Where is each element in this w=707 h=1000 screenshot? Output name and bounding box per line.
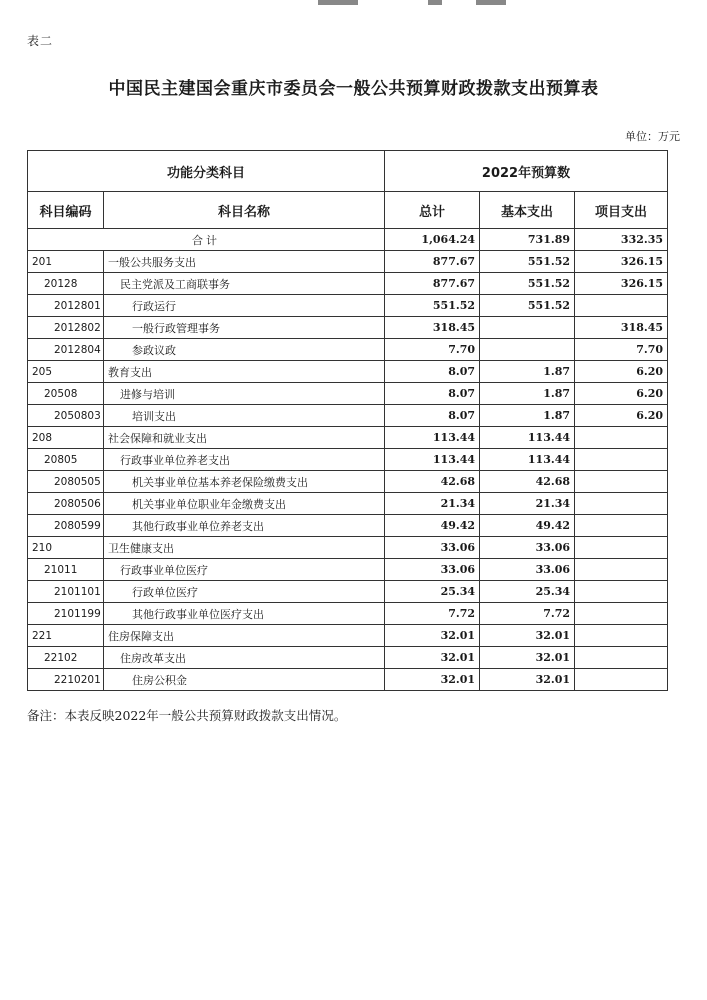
- row-total: 8.07: [385, 383, 480, 405]
- table-row: [28, 383, 668, 405]
- row-project: [575, 471, 668, 493]
- row-name: 社会保障和就业支出: [104, 427, 385, 449]
- row-project: 6.20: [575, 383, 668, 405]
- row-basic: 32.01: [480, 625, 575, 647]
- row-project: [575, 647, 668, 669]
- header-row-1: [28, 151, 668, 192]
- row-name: 参政议政: [104, 339, 385, 361]
- row-code: 2050803: [28, 405, 104, 427]
- row-name: 一般公共服务支出: [104, 251, 385, 273]
- row-project: 6.20: [575, 361, 668, 383]
- row-project: [575, 449, 668, 471]
- row-project: [575, 559, 668, 581]
- row-basic: 551.52: [480, 295, 575, 317]
- row-basic: 42.68: [480, 471, 575, 493]
- row-code: 21011: [28, 559, 104, 581]
- row-project: [575, 515, 668, 537]
- table-row: [28, 317, 668, 339]
- row-basic: 1.87: [480, 361, 575, 383]
- table-row: [28, 295, 668, 317]
- row-total: 8.07: [385, 361, 480, 383]
- row-basic: 32.01: [480, 647, 575, 669]
- row-total: 7.70: [385, 339, 480, 361]
- row-code: 20128: [28, 273, 104, 295]
- total-project: 332.35: [575, 229, 668, 251]
- row-name: 机关事业单位基本养老保险缴费支出: [104, 471, 385, 493]
- total-label: 合计: [28, 229, 385, 251]
- row-basic: 21.34: [480, 493, 575, 515]
- row-basic: 551.52: [480, 273, 575, 295]
- row-total: 551.52: [385, 295, 480, 317]
- row-code: 2080506: [28, 493, 104, 515]
- row-name: 住房公积金: [104, 669, 385, 691]
- row-code: 2080599: [28, 515, 104, 537]
- row-basic: 113.44: [480, 449, 575, 471]
- table-row: [28, 361, 668, 383]
- row-code: 2012801: [28, 295, 104, 317]
- row-project: [575, 669, 668, 691]
- table-row: [28, 427, 668, 449]
- row-basic: 32.01: [480, 669, 575, 691]
- row-code: 2101199: [28, 603, 104, 625]
- row-basic: 1.87: [480, 405, 575, 427]
- row-code: 2101101: [28, 581, 104, 603]
- row-project: [575, 581, 668, 603]
- row-code: 20508: [28, 383, 104, 405]
- row-basic: 33.06: [480, 559, 575, 581]
- row-project: 326.15: [575, 251, 668, 273]
- row-basic: 49.42: [480, 515, 575, 537]
- row-name: 行政事业单位医疗: [104, 559, 385, 581]
- row-total: 49.42: [385, 515, 480, 537]
- row-project: 326.15: [575, 273, 668, 295]
- row-name: 进修与培训: [104, 383, 385, 405]
- row-name: 住房保障支出: [104, 625, 385, 647]
- header-basic: 基本支出: [480, 192, 575, 229]
- total-row: [28, 229, 668, 251]
- row-code: 2012802: [28, 317, 104, 339]
- row-name: 其他行政事业单位医疗支出: [104, 603, 385, 625]
- table-row: [28, 625, 668, 647]
- row-project: [575, 603, 668, 625]
- table-label: 表二: [27, 34, 54, 48]
- table-row: [28, 581, 668, 603]
- scan-mark: [428, 0, 442, 5]
- row-project: [575, 493, 668, 515]
- header-category: 功能分类科目: [28, 151, 385, 192]
- row-code: 2210201: [28, 669, 104, 691]
- row-name: 住房改革支出: [104, 647, 385, 669]
- row-name: 行政单位医疗: [104, 581, 385, 603]
- row-code: 210: [28, 537, 104, 559]
- row-code: 2012804: [28, 339, 104, 361]
- row-name: 机关事业单位职业年金缴费支出: [104, 493, 385, 515]
- table-row: [28, 515, 668, 537]
- row-total: 33.06: [385, 559, 480, 581]
- total-basic: 731.89: [480, 229, 575, 251]
- row-code: 221: [28, 625, 104, 647]
- table-row: [28, 339, 668, 361]
- table-row: [28, 647, 668, 669]
- row-project: 7.70: [575, 339, 668, 361]
- row-total: 7.72: [385, 603, 480, 625]
- row-name: 培训支出: [104, 405, 385, 427]
- row-name: 其他行政事业单位养老支出: [104, 515, 385, 537]
- unit-note: 单位：万元: [625, 130, 680, 143]
- row-basic: 7.72: [480, 603, 575, 625]
- budget-table: [27, 150, 668, 691]
- row-basic: [480, 317, 575, 339]
- row-total: 21.34: [385, 493, 480, 515]
- header-budget: 2022年预算数: [385, 151, 668, 192]
- table-row: [28, 603, 668, 625]
- row-basic: 551.52: [480, 251, 575, 273]
- row-code: 22102: [28, 647, 104, 669]
- row-name: 卫生健康支出: [104, 537, 385, 559]
- table-row: [28, 559, 668, 581]
- table-row: [28, 251, 668, 273]
- row-total: 25.34: [385, 581, 480, 603]
- row-total: 113.44: [385, 427, 480, 449]
- row-total: 33.06: [385, 537, 480, 559]
- total-value: 1,064.24: [385, 229, 480, 251]
- scan-mark: [318, 0, 358, 5]
- table-row: [28, 449, 668, 471]
- row-code: 201: [28, 251, 104, 273]
- row-total: 318.45: [385, 317, 480, 339]
- table-row: [28, 273, 668, 295]
- row-basic: 33.06: [480, 537, 575, 559]
- row-basic: 113.44: [480, 427, 575, 449]
- row-total: 8.07: [385, 405, 480, 427]
- row-name: 行政事业单位养老支出: [104, 449, 385, 471]
- row-project: 6.20: [575, 405, 668, 427]
- header-name: 科目名称: [104, 192, 385, 229]
- row-name: 一般行政管理事务: [104, 317, 385, 339]
- row-project: [575, 537, 668, 559]
- row-total: 42.68: [385, 471, 480, 493]
- table-row: [28, 405, 668, 427]
- row-basic: [480, 339, 575, 361]
- row-code: 20805: [28, 449, 104, 471]
- row-code: 2080505: [28, 471, 104, 493]
- row-name: 民主党派及工商联事务: [104, 273, 385, 295]
- row-name: 教育支出: [104, 361, 385, 383]
- row-basic: 1.87: [480, 383, 575, 405]
- table-row: [28, 471, 668, 493]
- table-row: [28, 669, 668, 691]
- row-total: 32.01: [385, 669, 480, 691]
- row-total: 32.01: [385, 647, 480, 669]
- row-total: 877.67: [385, 273, 480, 295]
- header-total: 总计: [385, 192, 480, 229]
- header-code: 科目编码: [28, 192, 104, 229]
- row-total: 32.01: [385, 625, 480, 647]
- header-row-2: [28, 192, 668, 229]
- page-title: 中国民主建国会重庆市委员会一般公共预算财政拨款支出预算表: [108, 79, 599, 99]
- footnote: 备注：本表反映2022年一般公共预算财政拨款支出情况。: [27, 708, 347, 723]
- table-row: [28, 493, 668, 515]
- row-code: 205: [28, 361, 104, 383]
- row-name: 行政运行: [104, 295, 385, 317]
- table-row: [28, 537, 668, 559]
- row-total: 113.44: [385, 449, 480, 471]
- row-project: 318.45: [575, 317, 668, 339]
- row-project: [575, 427, 668, 449]
- header-project: 项目支出: [575, 192, 668, 229]
- row-total: 877.67: [385, 251, 480, 273]
- row-basic: 25.34: [480, 581, 575, 603]
- scan-mark: [476, 0, 506, 5]
- row-project: [575, 625, 668, 647]
- row-project: [575, 295, 668, 317]
- row-code: 208: [28, 427, 104, 449]
